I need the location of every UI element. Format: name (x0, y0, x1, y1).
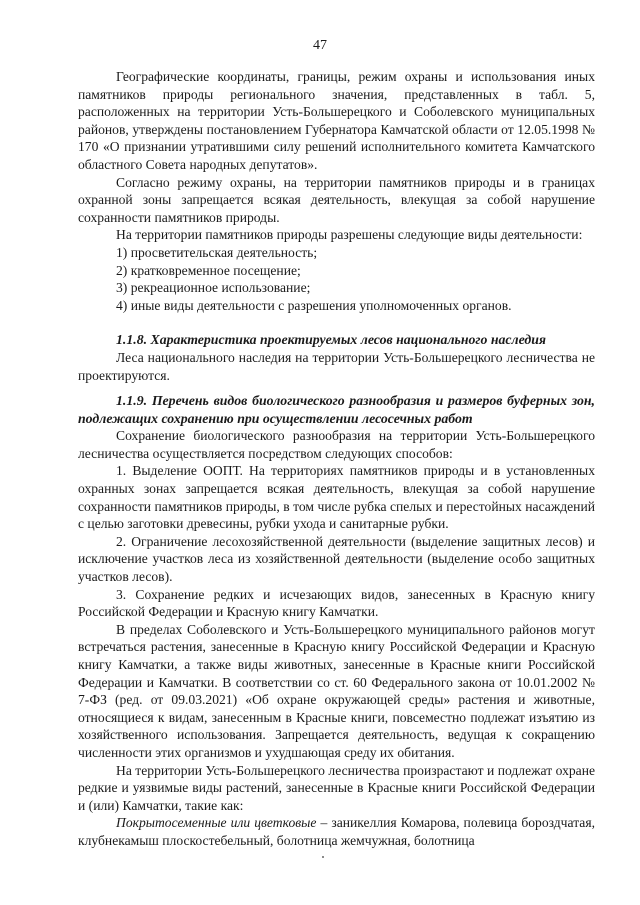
paragraph: Согласно режиму охраны, на территории памятников природы и в границах охранной зоны запрещается всякая деятельность, влекущая за собой нарушение сохранности памятников природы. (78, 174, 595, 225)
section-heading-1-1-8 (78, 331, 595, 349)
section-title: Характеристика проектируемых лесов национального наследия (150, 332, 547, 348)
paragraph: Географические координаты, границы, режим охраны и использования иных памятников природы регионального значения, представленных в табл. 5, расположенных на территории Усть-Большерецкого и Соболевского муниципальных районов, утверждены постановлением Губернатора Камчатской области от 12.05.1998 № 170 «О признании утратившими силу решений исполнительного комитета Камчатского областного Совета народных депутатов». (78, 69, 595, 172)
paragraph: Сохранение биологического разнообразия на территории Усть-Большерецкого лесничества осуществляется посредством следующих способов: (78, 428, 595, 461)
list-item: 3) рекреационное использование; (116, 280, 311, 296)
paragraph: Леса национального наследия на территории Усть-Большерецкого лесничества не проектируются. (78, 349, 595, 383)
paragraph: В пределах Соболевского и Усть-Большерецкого муниципального районов могут встречаться растения, занесенные в Красную книгу Российской Федерации и Красную книгу Камчатки, а также виды животных, занесенные в Красные книги Российской Федерации и Камчатки. В соответствии со ст. 60 Федерального закона от 10.01.2002 № 7-ФЗ (ред. от 09.03.2021) «Об охране окружающей среды» растения и животные, относящиеся к видам, занесенным в Красные книги, повсеместно подлежат изъятию из хозяйственного использования. Запрещается деятельность, ведущая к сокращению численности этих организмов и ухудшающая среду их обитания. (78, 621, 595, 760)
species-list-text: – заникеллия Комарова, полевица бороздчатая, клубнекамыш плоскостебельный, болотница жемчужная, болотница (78, 815, 595, 848)
list-item: 2) кратковременное посещение; (116, 262, 301, 278)
page-number: 47 (313, 38, 327, 53)
paragraph: 2. Ограничение лесохозяйственной деятельности (выделение защитных лесов) и исключение участков леса из хозяйственной деятельности (выделение особо защитных участков лесов). (78, 533, 595, 585)
paragraph-species (78, 814, 595, 849)
paragraph: 3. Сохранение редких и исчезающих видов, занесенных в Красную книгу Российской Федерации и Красную книгу Камчатки. (78, 586, 595, 620)
allowed-activities-list (78, 244, 595, 314)
paragraph: На территории памятников природы разрешены следующие виды деятельности: (116, 227, 583, 243)
list-item: 4) иные виды деятельности с разрешения уполномоченных органов. (116, 297, 512, 313)
paragraph: На территории Усть-Большерецкого лесничества произрастают и подлежат охране редкие и уязвимые виды растений, занесенные в Красные книги Российской Федерации и (или) Камчатки, такие как: (78, 762, 595, 813)
section-heading-1-1-9 (78, 392, 595, 427)
section-number: 1.1.8. (116, 332, 148, 348)
italic-term: Покрытосеменные или цветковые (116, 815, 317, 831)
scan-speck (322, 856, 324, 858)
paragraph: 1. Выделение ООПТ. На территориях памятников природы и в установленных охранных зонах запрещается всякая деятельность, влекущая за собой нарушение сохранности памятников природы, в том числе рубка спелых и перестойных насаждений с целью заготовки древесины, рубки ухода и санитарные рубки. (78, 463, 595, 532)
page-body (78, 68, 595, 850)
section-number: 1.1.9. (116, 393, 148, 409)
list-item: 1) просветительская деятельность; (116, 244, 318, 260)
section-title: Перечень видов биологического разнообразия и размеров буферных зон, подлежащих сохранению при осуществлении лесосечных работ (78, 393, 596, 426)
